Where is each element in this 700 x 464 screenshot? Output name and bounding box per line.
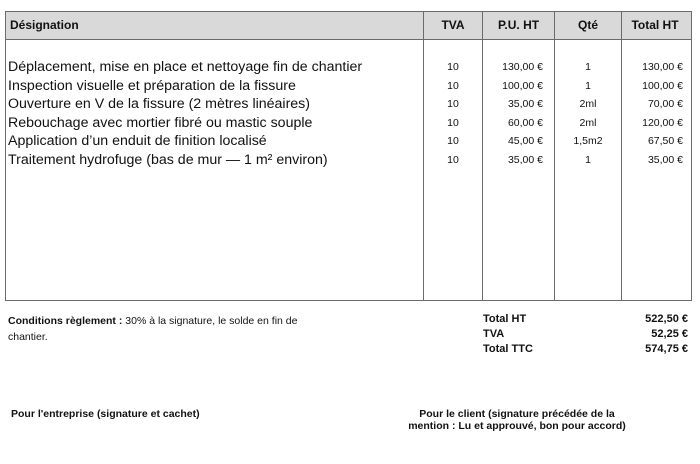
tva-label: TVA [483, 328, 505, 340]
row-total-ht: 35,00 € [647, 153, 683, 166]
payment-conditions [8, 313, 328, 345]
row-qte: 2ml [579, 98, 597, 110]
row-qte: 1 [585, 79, 591, 92]
total-ttc-label: Total TTC [483, 343, 533, 355]
row-designation: Traitement hydrofuge (bas de mur — 1 m² environ) [8, 151, 328, 168]
table-row [6, 58, 691, 77]
row-tva: 10 [447, 135, 459, 147]
quote-table [5, 11, 692, 301]
row-qte: 1,5m2 [573, 135, 603, 147]
row-designation: Ouverture en V de la fissure (2 mètres linéaires) [8, 96, 311, 112]
payment-conditions-text: 30% à la signature, le solde en fin de chantier. [8, 315, 298, 343]
row-tva: 10 [447, 153, 459, 166]
client-signature-line-2: mention : Lu et approuvé, bon pour accord) [408, 420, 626, 432]
row-total-ht: 67,50 € [647, 135, 683, 147]
row-total-ht: 120,00 € [642, 116, 683, 129]
row-qte: 1 [585, 153, 591, 166]
header-designation: Désignation [10, 18, 79, 32]
header-qte: Qté [577, 18, 598, 32]
payment-conditions-label: Conditions règlement : [8, 315, 123, 327]
table-body [6, 58, 691, 169]
row-total-ht: 130,00 € [642, 61, 683, 73]
row-tva: 10 [447, 116, 459, 129]
table-row [6, 77, 691, 96]
row-tva: 10 [447, 61, 459, 73]
row-pu-ht: 130,00 € [502, 61, 543, 73]
row-tva: 10 [447, 79, 459, 92]
header-tva: TVA [441, 18, 465, 32]
row-qte: 1 [585, 61, 591, 73]
header-pu-ht: P.U. HT [497, 18, 540, 32]
total-ht-label: Total HT [483, 313, 527, 325]
row-pu-ht: 45,00 € [507, 135, 543, 147]
tva-value: 52,25 € [651, 328, 688, 340]
row-pu-ht: 60,00 € [507, 116, 543, 129]
row-designation: Application d’un enduit de finition localisé [8, 133, 267, 149]
company-signature-label: Pour l'entreprise (signature et cachet) [11, 408, 200, 420]
client-signature-label [383, 408, 651, 432]
row-pu-ht: 35,00 € [507, 153, 543, 166]
row-designation: Inspection visuelle et préparation de la fissure [8, 77, 296, 94]
row-designation: Déplacement, mise en place et nettoyage fin de chantier [8, 59, 363, 75]
client-signature-line-1: Pour le client (signature précédée de la [419, 408, 615, 420]
table-header [6, 12, 691, 40]
header-total-ht: Total HT [631, 18, 679, 32]
row-designation: Rebouchage avec mortier fibré ou mastic souple [8, 114, 313, 131]
row-qte: 2ml [579, 116, 597, 129]
row-total-ht: 100,00 € [642, 79, 683, 92]
row-pu-ht: 100,00 € [502, 79, 543, 92]
table-row [6, 95, 691, 114]
table-row [6, 114, 691, 133]
total-ttc-value: 574,75 € [645, 343, 688, 355]
total-ht-value: 522,50 € [645, 313, 688, 325]
table-row [6, 132, 691, 151]
summary-section [0, 302, 700, 362]
table-row [6, 151, 691, 170]
row-tva: 10 [447, 98, 459, 110]
row-total-ht: 70,00 € [647, 98, 683, 110]
row-pu-ht: 35,00 € [507, 98, 543, 110]
